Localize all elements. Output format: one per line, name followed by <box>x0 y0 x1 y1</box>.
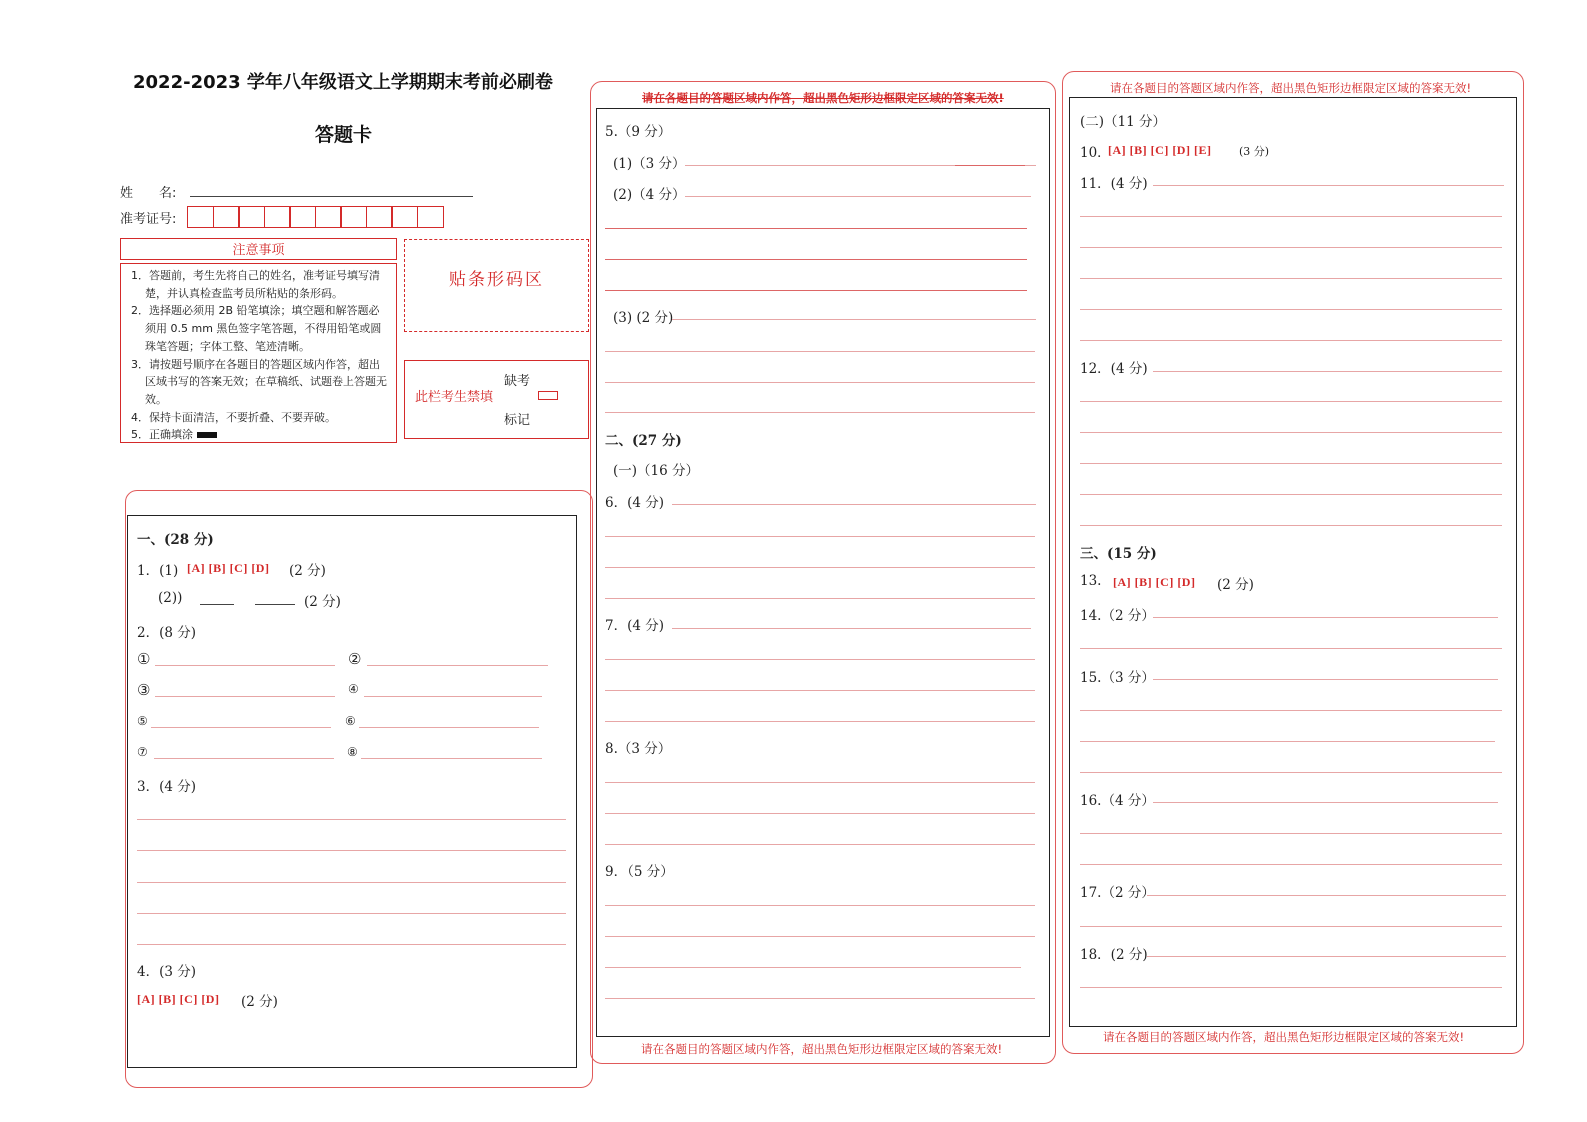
q15-answer-line[interactable] <box>1080 710 1502 711</box>
name-label: 姓 名: <box>120 186 177 201</box>
q2-blank-5[interactable] <box>151 727 331 728</box>
q5-2-number: (2)（4 分） <box>613 187 686 203</box>
q15-answer-line[interactable] <box>1153 679 1498 680</box>
section2-bottom-warning: 请在各题目的答题区域内作答，超出黑色矩形边框限定区域的答案无效! <box>641 1042 1003 1056</box>
q5-3-number: (3) (2 分) <box>613 310 674 326</box>
q11-answer-line[interactable] <box>1080 278 1502 279</box>
q2-blank-6[interactable] <box>359 727 539 728</box>
notice-item: 2．选择题必须用 2B 铅笔填涂；填空题和解答题必须用 0.5 mm 黑色签字笔答题，不得用铅笔或圆珠笔答题；字体工整、笔迹清晰。 <box>131 304 382 353</box>
q3-answer-line[interactable] <box>137 913 566 914</box>
q17-answer-line[interactable] <box>1147 895 1506 896</box>
q9-answer-line[interactable] <box>605 967 1021 968</box>
q5-3-answer-line[interactable] <box>605 351 1035 352</box>
q10-score: (3 分) <box>1239 145 1270 158</box>
q4-score: (2 分) <box>241 994 278 1010</box>
q7-answer-line[interactable] <box>672 628 1031 629</box>
notice-title: 注意事项 <box>232 243 285 258</box>
q7-answer-line[interactable] <box>605 690 1035 691</box>
q8-answer-line[interactable] <box>605 782 1035 783</box>
q1-1-number: 1．(1) <box>137 563 179 579</box>
q11-answer-line[interactable] <box>1080 216 1502 217</box>
q7-number: 7．(4 分) <box>605 618 665 634</box>
q2-blank-8[interactable] <box>361 758 542 759</box>
q6-answer-line[interactable] <box>672 504 1036 505</box>
q7-answer-line[interactable] <box>605 721 1035 722</box>
exam-id-digit-box[interactable] <box>213 206 240 228</box>
section2-answer-area <box>596 108 1050 1037</box>
q3-answer-line[interactable] <box>137 819 566 820</box>
q13-number: 13. <box>1080 573 1102 589</box>
exam-id-digit-box[interactable] <box>315 206 342 228</box>
exam-id-digit-box[interactable] <box>340 206 367 228</box>
q5-1-short-blank[interactable] <box>955 165 1025 166</box>
absence-mark-bottom: 标记 <box>504 413 531 428</box>
q1-2-blank-1[interactable] <box>200 604 234 605</box>
section3-bottom-warning: 请在各题目的答题区域内作答，超出黑色矩形边框限定区域的答案无效! <box>1103 1030 1465 1044</box>
notice-item: 4．保持卡面清洁，不要折叠、不要弄破。 <box>131 410 336 424</box>
q4-number: 4．(3 分) <box>137 964 197 980</box>
exam-id-digit-box[interactable] <box>289 206 316 228</box>
q13-options[interactable]: [A] [B] [C] [D] <box>1113 575 1196 589</box>
name-field[interactable] <box>190 196 473 197</box>
q1-2-score: (2 分) <box>304 594 341 610</box>
q2-blank-7[interactable] <box>154 758 334 759</box>
q5-3-answer-line[interactable] <box>605 412 1035 413</box>
q2-mark-5: ⑤ <box>137 714 148 728</box>
q12-answer-line[interactable] <box>1080 401 1502 402</box>
answer-card-title: 答题卡 <box>315 124 373 146</box>
q12-number: 12．(4 分) <box>1080 361 1148 377</box>
q12-answer-line[interactable] <box>1080 525 1502 526</box>
q13-score: (2 分) <box>1217 577 1254 593</box>
q6-answer-line[interactable] <box>605 536 1035 537</box>
q14-answer-line[interactable] <box>1153 617 1498 618</box>
q1-2-number: (2)) <box>158 590 183 606</box>
exam-id-digit-box[interactable] <box>417 206 444 228</box>
q11-answer-line[interactable] <box>1080 340 1502 341</box>
notice-title-box <box>120 238 397 260</box>
q11-answer-line[interactable] <box>1153 185 1504 186</box>
q2-mark-4: ④ <box>348 682 359 696</box>
q3-answer-line[interactable] <box>137 944 566 945</box>
q3-answer-line[interactable] <box>137 850 566 851</box>
notice-item: 3．请按题号顺序在各题目的答题区域内作答，超出区域书写的答案无效；在草稿纸、试题卷上答题无效。 <box>131 357 387 406</box>
q2-mark-2: ② <box>348 650 362 668</box>
q2-mark-8: ⑧ <box>347 745 358 759</box>
q5-2-answer-line[interactable] <box>685 196 1031 197</box>
q2-blank-2[interactable] <box>367 665 548 666</box>
exam-id-digit-box[interactable] <box>238 206 265 228</box>
exam-title: 2022-2023 学年八年级语文上学期期末考前必刷卷 <box>133 72 553 93</box>
q6-number: 6．(4 分) <box>605 495 665 511</box>
subsection2-heading: (二)（11 分） <box>1080 114 1167 130</box>
barcode-label: 贴条形码区 <box>449 270 544 290</box>
absence-box <box>404 360 589 439</box>
q14-answer-line[interactable] <box>1080 648 1502 649</box>
subsection1-heading: (一)（16 分） <box>613 463 700 479</box>
section1-heading: 一、(28 分) <box>137 532 214 548</box>
q6-answer-line[interactable] <box>605 598 1035 599</box>
q2-blank-1[interactable] <box>155 665 335 666</box>
q5-2-answer-line[interactable] <box>605 259 1027 260</box>
q9-answer-line[interactable] <box>605 905 1035 906</box>
exam-id-label: 准考证号: <box>120 212 177 227</box>
q7-answer-line[interactable] <box>605 659 1035 660</box>
q8-answer-line[interactable] <box>605 844 1035 845</box>
q11-answer-line[interactable] <box>1080 247 1502 248</box>
q1-1-options[interactable]: [A] [B] [C] [D] <box>187 561 270 575</box>
exam-id-digit-box[interactable] <box>187 206 214 228</box>
notice-item <box>127 426 390 443</box>
q15-answer-line[interactable] <box>1080 741 1495 742</box>
q5-2-answer-line[interactable] <box>605 290 1027 291</box>
section3-heading: 三、(15 分) <box>1080 546 1157 562</box>
q12-answer-line[interactable] <box>1080 463 1502 464</box>
q12-answer-line[interactable] <box>1153 371 1502 372</box>
q12-answer-line[interactable] <box>1080 432 1502 433</box>
q5-number: 5.（9 分） <box>605 124 672 140</box>
q16-number: 16.（4 分） <box>1080 793 1155 809</box>
exam-id-boxes[interactable] <box>187 206 442 228</box>
section3-top-warning: 请在各题目的答题区域内作答，超出黑色矩形边框限定区域的答案无效! <box>1110 81 1472 95</box>
q18-answer-line[interactable] <box>1147 956 1506 957</box>
q16-answer-line[interactable] <box>1080 864 1502 865</box>
notice-item-text: 5．正确填涂 <box>131 428 193 442</box>
q11-number: 11．(4 分) <box>1080 176 1148 192</box>
q9-answer-line[interactable] <box>605 998 1035 999</box>
q16-answer-line[interactable] <box>1080 833 1502 834</box>
absence-mark-top: 缺考 <box>504 374 531 389</box>
q3-answer-line[interactable] <box>137 882 566 883</box>
exam-id-digit-box[interactable] <box>264 206 291 228</box>
q12-answer-line[interactable] <box>1080 494 1502 495</box>
q2-mark-7: ⑦ <box>137 745 148 759</box>
q1-1-score: (2 分) <box>289 563 326 579</box>
section2-top-warning: 请在各题目的答题区域内作答，超出黑色矩形边框限定区域的答案无效! <box>642 91 1004 105</box>
q18-answer-line[interactable] <box>1080 987 1502 988</box>
q5-2-answer-line[interactable] <box>605 228 1027 229</box>
q2-mark-6: ⑥ <box>345 714 356 728</box>
q5-3-answer-line[interactable] <box>605 382 1035 383</box>
exam-id-digit-box[interactable] <box>391 206 418 228</box>
barcode-area <box>404 239 589 332</box>
q17-answer-line[interactable] <box>1080 926 1502 927</box>
q18-number: 18．(2 分) <box>1080 947 1148 963</box>
q1-2-blank-2[interactable] <box>255 604 295 605</box>
q6-answer-line[interactable] <box>605 567 1035 568</box>
filled-sample-mark <box>197 432 217 438</box>
q10-options[interactable]: [A] [B] [C] [D] [E] <box>1108 143 1212 157</box>
q2-number: 2．(8 分) <box>137 625 197 641</box>
absence-checkbox[interactable] <box>538 391 558 400</box>
q14-number: 14.（2 分） <box>1080 608 1155 624</box>
q10-number: 10． <box>1080 145 1111 161</box>
q2-blank-3[interactable] <box>155 696 335 697</box>
q5-1-number: (1)（3 分） <box>613 156 686 172</box>
absence-forbidden-label: 此栏考生禁填 <box>415 390 494 405</box>
q17-number: 17.（2 分） <box>1080 885 1155 901</box>
exam-id-digit-box[interactable] <box>366 206 393 228</box>
q8-number: 8.（3 分） <box>605 741 672 757</box>
q11-answer-line[interactable] <box>1080 309 1502 310</box>
notice-box <box>120 263 397 443</box>
q4-options[interactable]: [A] [B] [C] [D] <box>137 992 220 1006</box>
q8-answer-line[interactable] <box>605 813 1035 814</box>
q9-number: 9．（5 分） <box>605 864 674 880</box>
q2-blank-4[interactable] <box>364 696 542 697</box>
q3-number: 3．(4 分) <box>137 779 197 795</box>
q16-answer-line[interactable] <box>1153 802 1498 803</box>
q15-answer-line[interactable] <box>1080 772 1502 773</box>
q15-number: 15.（3 分） <box>1080 670 1155 686</box>
section2-heading: 二、(27 分) <box>605 433 682 449</box>
q5-3-answer-line[interactable] <box>672 319 1036 320</box>
notice-item: 1．答题前，考生先将自己的姓名，准考证号填写清楚，并认真检查监考员所粘贴的条形码。 <box>131 269 380 300</box>
q9-answer-line[interactable] <box>605 936 1035 937</box>
q2-mark-1: ① <box>137 650 151 668</box>
q2-mark-3: ③ <box>137 681 151 699</box>
